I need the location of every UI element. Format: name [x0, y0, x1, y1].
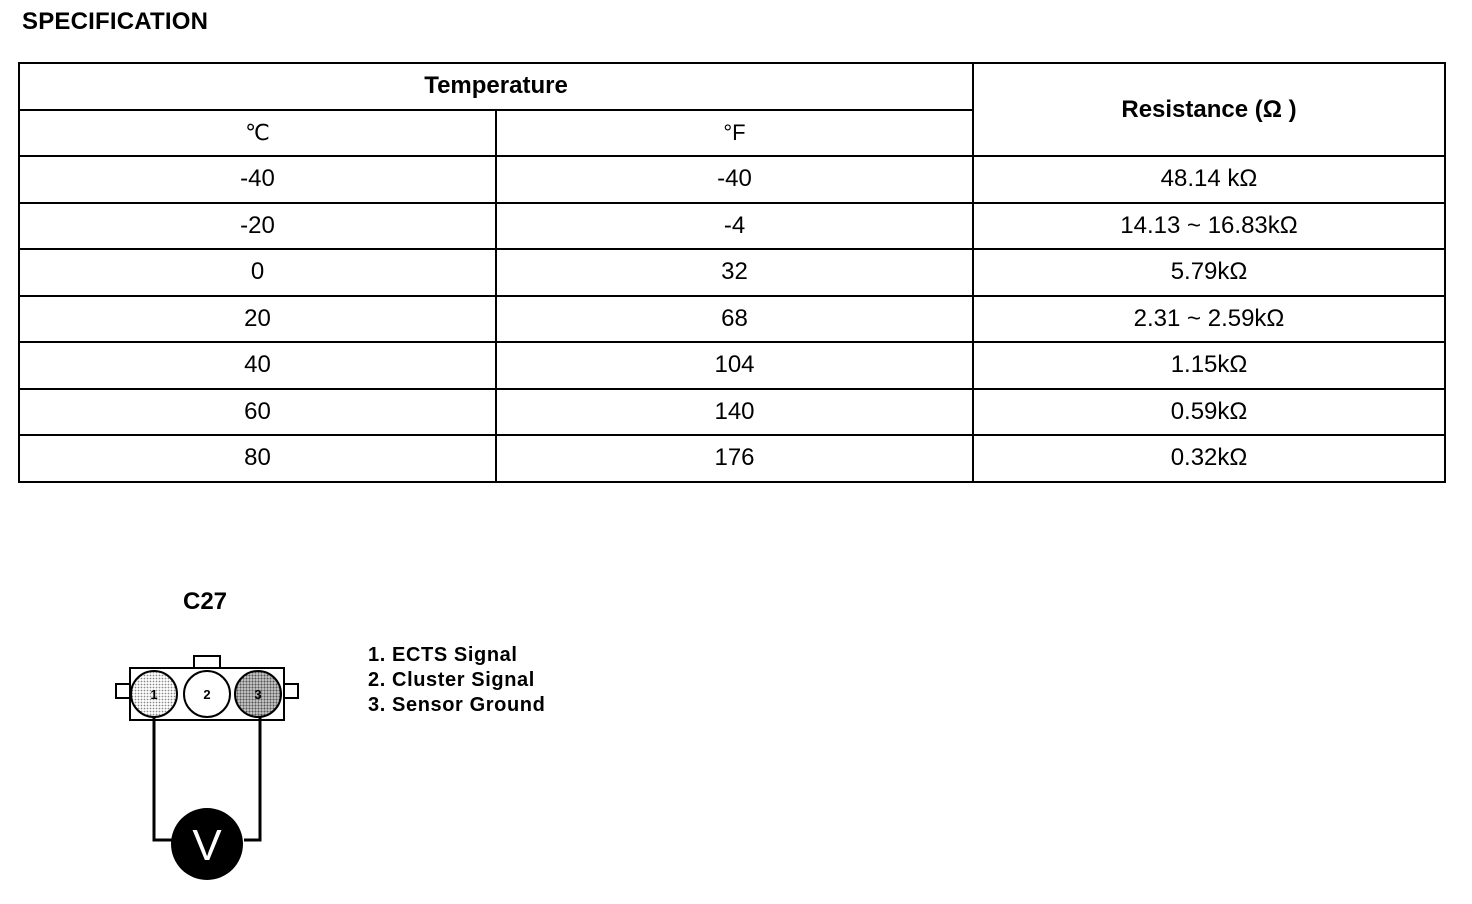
- pin-legend-item: 3. Sensor Ground: [368, 694, 546, 716]
- cell-resistance: 0.32kΩ: [973, 435, 1445, 482]
- pin-2-number: 2: [203, 687, 211, 702]
- table-row: [19, 342, 1445, 389]
- cell-fahrenheit: 140: [496, 389, 973, 436]
- cell-fahrenheit: 32: [496, 249, 973, 296]
- cell-celsius: -40: [19, 156, 496, 203]
- cell-fahrenheit: 176: [496, 435, 973, 482]
- page-heading: SPECIFICATION: [22, 8, 209, 35]
- cell-resistance: 2.31 ~ 2.59kΩ: [973, 296, 1445, 343]
- cell-celsius: -20: [19, 203, 496, 250]
- pin-legend-item: 2. Cluster Signal: [368, 669, 535, 691]
- voltmeter-icon: [171, 808, 243, 880]
- cell-resistance: 0.59kΩ: [973, 389, 1445, 436]
- connector-diagram: [110, 650, 310, 890]
- cell-resistance: 14.13 ~ 16.83kΩ: [973, 203, 1445, 250]
- spec-table: [18, 62, 1446, 483]
- cell-celsius: 20: [19, 296, 496, 343]
- connector-label: C27: [183, 588, 228, 615]
- pin-1-number: 1: [150, 687, 158, 702]
- cell-fahrenheit: -40: [496, 156, 973, 203]
- pin-legend-item: 1. ECTS Signal: [368, 644, 518, 666]
- table-header-row: [19, 63, 1445, 110]
- pin-legend: [368, 643, 545, 718]
- cell-fahrenheit: -4: [496, 203, 973, 250]
- cell-celsius: 40: [19, 342, 496, 389]
- cell-resistance: 1.15kΩ: [973, 342, 1445, 389]
- voltmeter-symbol: V: [192, 821, 222, 870]
- cell-resistance: 48.14 kΩ: [973, 156, 1445, 203]
- table-row: [19, 435, 1445, 482]
- header-resistance: Resistance (Ω ): [973, 63, 1445, 156]
- pin-1: [131, 671, 177, 717]
- cell-fahrenheit: 104: [496, 342, 973, 389]
- table-row: [19, 296, 1445, 343]
- cell-celsius: 0: [19, 249, 496, 296]
- table-row: [19, 389, 1445, 436]
- cell-celsius: 80: [19, 435, 496, 482]
- table-row: [19, 203, 1445, 250]
- header-temperature: Temperature: [19, 63, 973, 110]
- cell-celsius: 60: [19, 389, 496, 436]
- header-unit-fahrenheit: °F: [496, 110, 973, 157]
- table-row: [19, 156, 1445, 203]
- cell-resistance: 5.79kΩ: [973, 249, 1445, 296]
- header-unit-celsius: ℃: [19, 110, 496, 157]
- pin-3-number: 3: [254, 687, 262, 702]
- pin-3: [235, 671, 281, 717]
- pin-2: [184, 671, 230, 717]
- cell-fahrenheit: 68: [496, 296, 973, 343]
- table-row: [19, 249, 1445, 296]
